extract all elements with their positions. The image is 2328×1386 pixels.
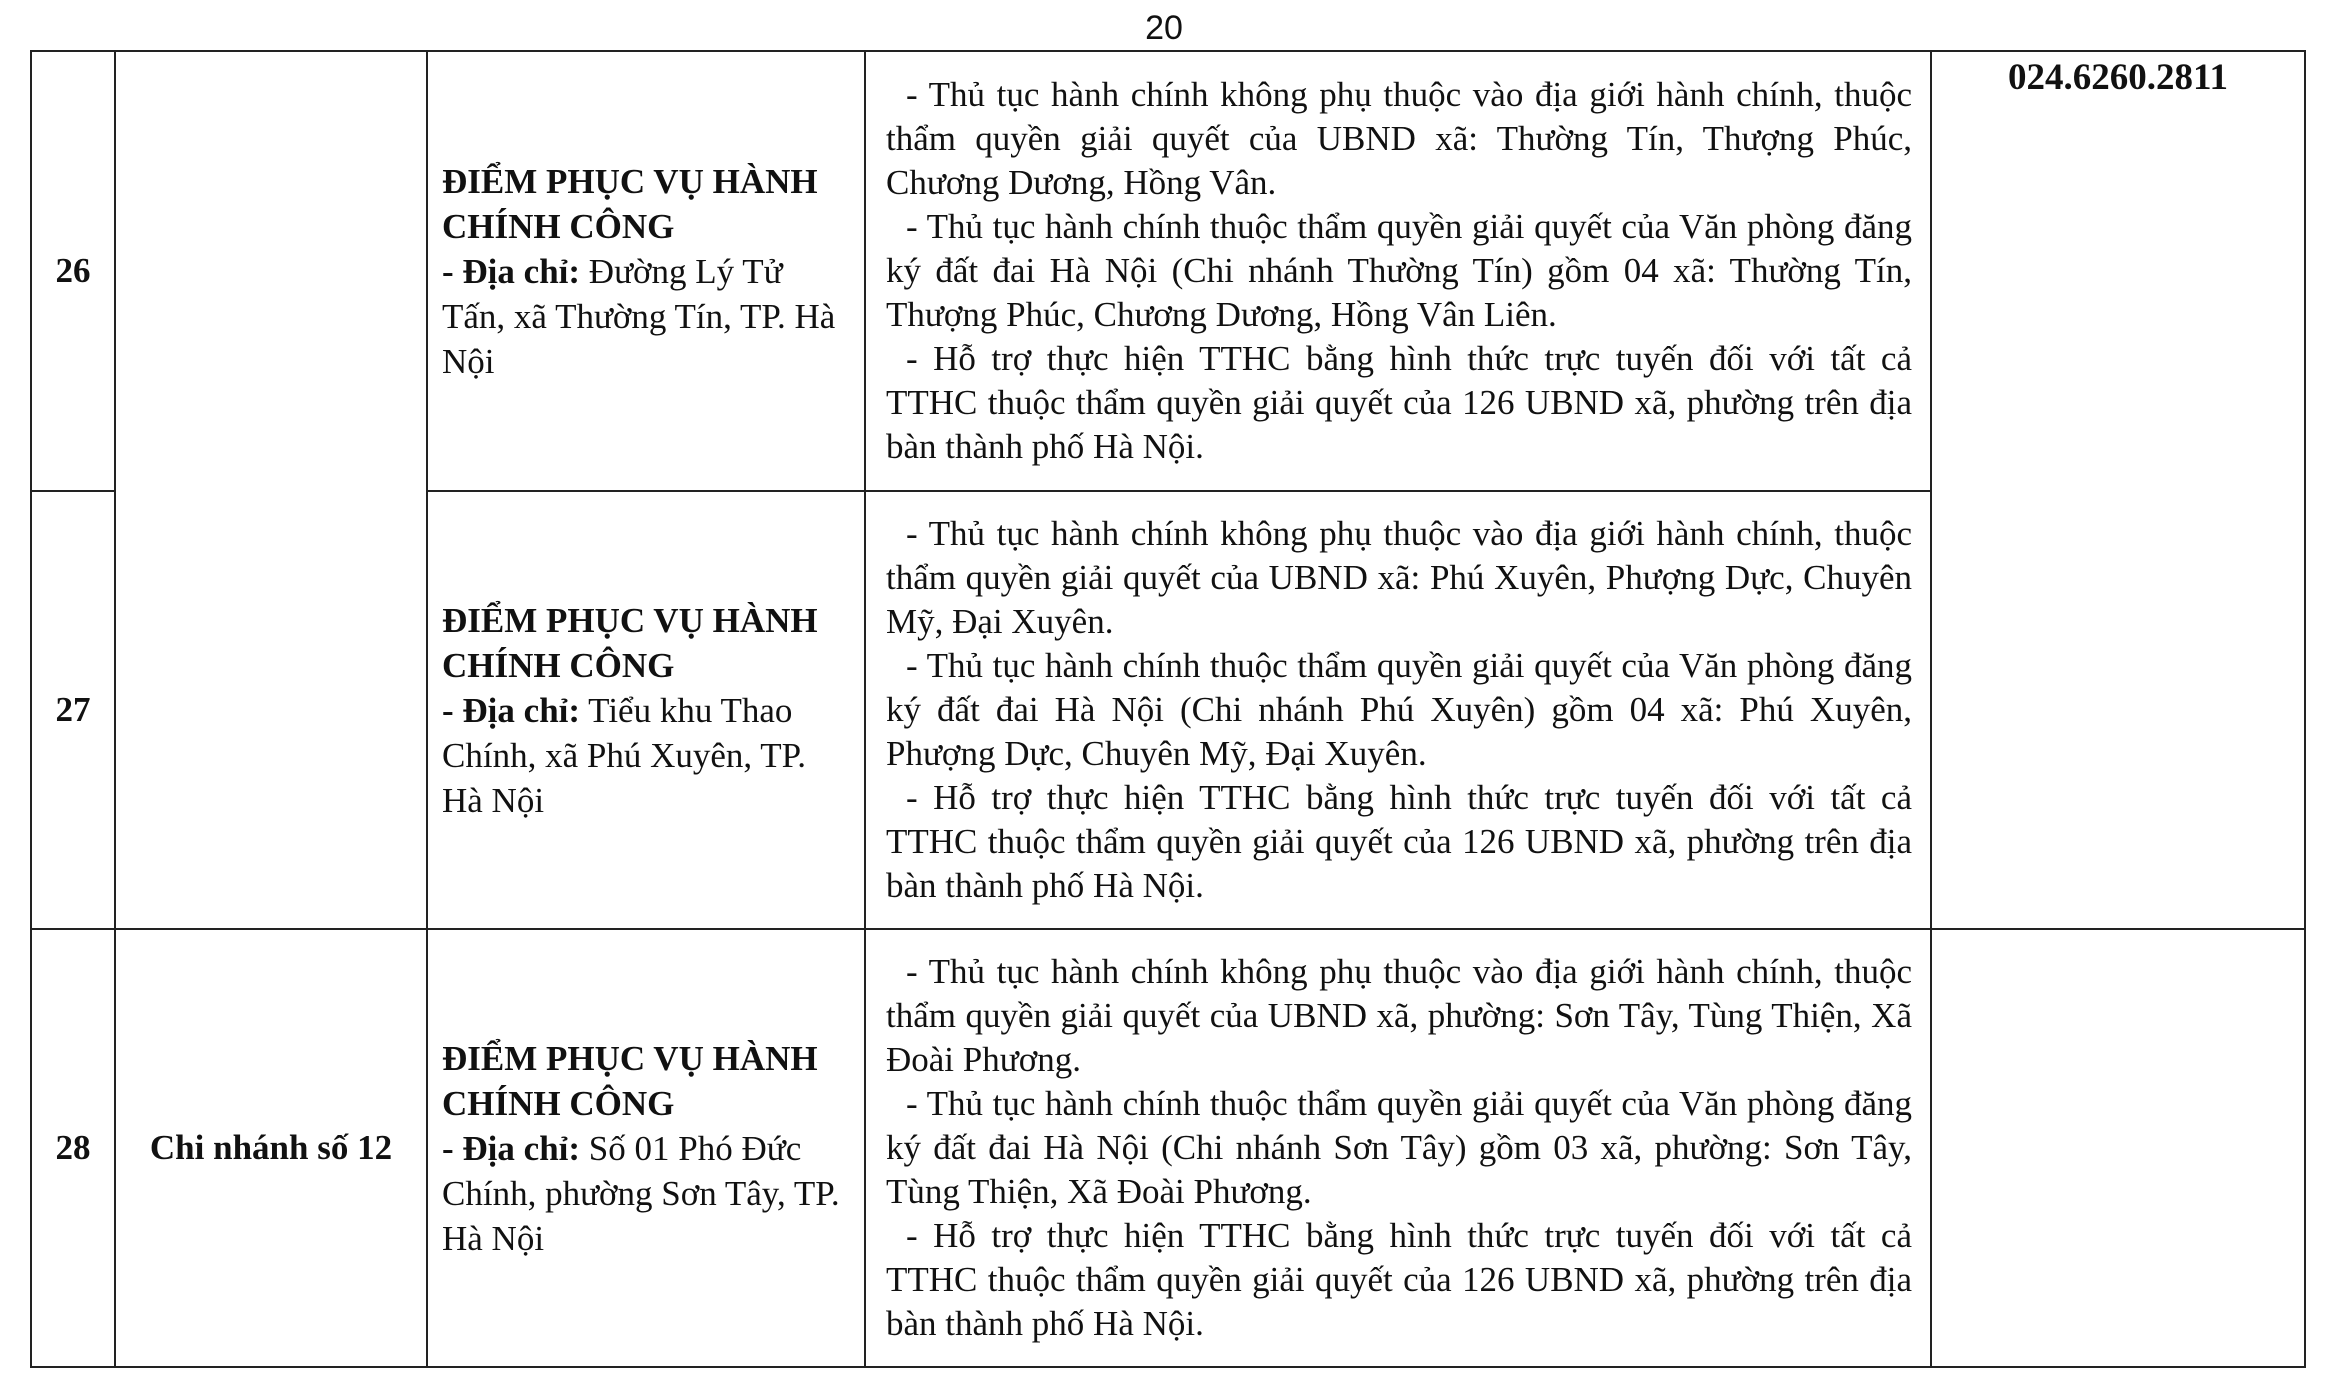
row-number: 27 bbox=[31, 491, 115, 929]
description-item: - Hỗ trợ thực hiện TTHC bằng hình thức trực tuyến đối với tất cả TTHC thuộc thẩm quyền giải quyết của 126 UBND xã, phường trên địa bàn thành phố Hà Nội. bbox=[886, 339, 1912, 466]
service-point-cell bbox=[427, 51, 865, 491]
row-number: 28 bbox=[31, 929, 115, 1367]
description-item: - Thủ tục hành chính thuộc thẩm quyền giải quyết của Văn phòng đăng ký đất đai Hà Nội (Chi nhánh Phú Xuyên) gồm 04 xã: Phú Xuyên, Phượng Dực, Chuyên Mỹ, Đại Xuyên. bbox=[886, 646, 1912, 773]
service-points-table bbox=[30, 50, 2306, 1368]
service-point-cell bbox=[427, 491, 865, 929]
address-text: Đường Lý Tử Tấn, xã Thường Tín, TP. Hà Nội bbox=[442, 251, 836, 381]
description-item: - Thủ tục hành chính thuộc thẩm quyền giải quyết của Văn phòng đăng ký đất đai Hà Nội (Chi nhánh Sơn Tây) gồm 03 xã, phường: Sơn Tây, Tùng Thiện, Xã Đoài Phương. bbox=[886, 1084, 1912, 1211]
address-text: Tiểu khu Thao Chính, xã Phú Xuyên, TP. Hà Nội bbox=[442, 690, 806, 820]
description-item: - Hỗ trợ thực hiện TTHC bằng hình thức trực tuyến đối với tất cả TTHC thuộc thẩm quyền giải quyết của 126 UBND xã, phường trên địa bàn thành phố Hà Nội. bbox=[886, 778, 1912, 905]
description-cell bbox=[865, 51, 1931, 491]
phone-cell-empty bbox=[1931, 929, 2305, 1367]
description-item: - Hỗ trợ thực hiện TTHC bằng hình thức trực tuyến đối với tất cả TTHC thuộc thẩm quyền giải quyết của 126 UBND xã, phường trên địa bàn thành phố Hà Nội. bbox=[886, 1216, 1912, 1343]
table-row bbox=[31, 929, 2305, 1367]
description-item: - Thủ tục hành chính không phụ thuộc vào địa giới hành chính, thuộc thẩm quyền giải quyết của UBND xã: Phú Xuyên, Phượng Dực, Chuyên Mỹ, Đại Xuyên. bbox=[886, 514, 1912, 641]
page-number: 20 bbox=[1145, 9, 1183, 47]
address-text: Số 01 Phó Đức Chính, phường Sơn Tây, TP. Hà Nội bbox=[442, 1128, 840, 1258]
description-cell bbox=[865, 929, 1931, 1367]
phone-number: 024.6260.2811 bbox=[1931, 51, 2305, 929]
address-label: - Địa chỉ: bbox=[442, 690, 581, 730]
description-item: - Thủ tục hành chính không phụ thuộc vào địa giới hành chính, thuộc thẩm quyền giải quyết của UBND xã: Thường Tín, Thượng Phúc, Chương Dương, Hồng Vân. bbox=[886, 75, 1912, 202]
branch-cell-empty bbox=[115, 51, 427, 929]
service-point-cell bbox=[427, 929, 865, 1367]
description-item: - Thủ tục hành chính thuộc thẩm quyền giải quyết của Văn phòng đăng ký đất đai Hà Nội (Chi nhánh Thường Tín) gồm 04 xã: Thường Tín, Thượng Phúc, Chương Dương, Hồng Vân Liên. bbox=[886, 207, 1912, 334]
service-point-title: ĐIỂM PHỤC VỤ HÀNH CHÍNH CÔNG bbox=[442, 161, 818, 246]
address-label: - Địa chỉ: bbox=[442, 251, 581, 291]
branch-name: Chi nhánh số 12 bbox=[115, 929, 427, 1367]
table-row bbox=[31, 51, 2305, 491]
description-cell bbox=[865, 491, 1931, 929]
description-item: - Thủ tục hành chính không phụ thuộc vào địa giới hành chính, thuộc thẩm quyền giải quyết của UBND xã, phường: Sơn Tây, Tùng Thiện, Xã Đoài Phương. bbox=[886, 952, 1912, 1079]
service-point-title: ĐIỂM PHỤC VỤ HÀNH CHÍNH CÔNG bbox=[442, 1038, 818, 1123]
service-point-title: ĐIỂM PHỤC VỤ HÀNH CHÍNH CÔNG bbox=[442, 600, 818, 685]
address-label: - Địa chỉ: bbox=[442, 1128, 581, 1168]
row-number: 26 bbox=[31, 51, 115, 491]
